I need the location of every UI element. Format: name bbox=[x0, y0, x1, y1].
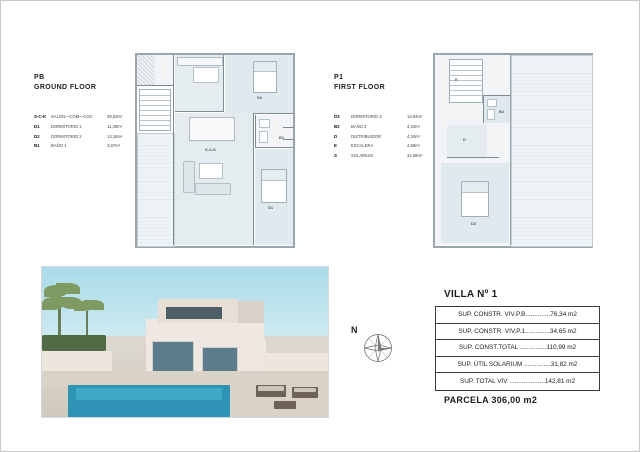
table-row: SUP. ÚTIL SOLARIUM ...............31,82 m2 bbox=[436, 357, 599, 374]
legend-name: SALÓN—COM—COC bbox=[51, 114, 93, 119]
table-row: SUP. CONSTR. VIV.P.1..............34,65 m2 bbox=[436, 324, 599, 341]
legend-row bbox=[34, 134, 134, 139]
plan-label-sck: S-C-K bbox=[205, 147, 217, 152]
table-row: SUP. CONSTR. VIV.P.B..............76,34 m2 bbox=[436, 307, 599, 324]
legend-name: ESCALERA bbox=[351, 143, 374, 149]
legend-code: S-C-K bbox=[34, 114, 47, 119]
villa-photo bbox=[41, 266, 329, 418]
legend-name: BAÑO 2 bbox=[351, 123, 367, 129]
legend-name: BAÑO 1 bbox=[51, 143, 67, 149]
legend-value: 13,94m² bbox=[407, 114, 423, 119]
table-row: SUP. TOTAL VIV ....................142,81 m2 bbox=[459, 378, 576, 386]
legend-name: SOLARIUM bbox=[351, 153, 373, 159]
table-row: SUP. CONST.TOTAL ...............110,99 m2 bbox=[436, 340, 599, 357]
first-floor-title: FIRST FLOOR bbox=[334, 84, 386, 92]
legend-value: 29,53m² bbox=[107, 114, 123, 119]
compass-north-label: N bbox=[351, 325, 358, 335]
plan-label-b1: B1 bbox=[279, 135, 285, 140]
compass bbox=[351, 319, 397, 371]
ground-floor-code: PB bbox=[34, 74, 45, 81]
legend-value: 11,39m² bbox=[107, 123, 123, 129]
legend-row bbox=[334, 124, 434, 129]
legend-value: 4,34m² bbox=[407, 123, 421, 129]
ground-floor-legend bbox=[34, 114, 134, 153]
legend-row bbox=[334, 153, 434, 158]
legend-name: DORMITORIO 2 bbox=[51, 133, 82, 139]
legend-name: DISTRIBUIDOR bbox=[351, 133, 382, 139]
legend-row bbox=[334, 114, 434, 119]
legend-value: 3,87m² bbox=[107, 143, 121, 149]
compass-rose-icon bbox=[363, 333, 393, 363]
legend-name: DORMITORIO 3 bbox=[351, 114, 382, 119]
first-floor-code: P1 bbox=[334, 74, 344, 81]
legend-row bbox=[34, 143, 134, 148]
legend-code: B1 bbox=[34, 143, 40, 149]
legend-code: B2 bbox=[334, 123, 340, 129]
legend-code: D1 bbox=[34, 123, 40, 129]
first-floor-heading bbox=[334, 73, 385, 93]
legend-code: D2 bbox=[34, 133, 40, 139]
plan-label-d1: D1 bbox=[268, 205, 274, 210]
legend-code: D3 bbox=[334, 114, 340, 119]
plan-label-d2: D2 bbox=[257, 95, 263, 100]
ground-floor-title: GROUND FLOOR bbox=[34, 84, 97, 92]
plan-label-e: E bbox=[455, 77, 458, 82]
first-floor-plan-drawing bbox=[433, 53, 593, 248]
legend-row bbox=[334, 134, 434, 139]
parcela-label: PARCELA 306,00 m2 bbox=[444, 395, 538, 405]
summary-title: VILLA Nº 1 bbox=[444, 289, 498, 300]
surface-summary-table bbox=[435, 306, 600, 391]
ground-floor-heading bbox=[34, 73, 96, 93]
legend-code: D bbox=[334, 133, 338, 139]
legend-row bbox=[34, 114, 134, 119]
legend-value: 4,98m² bbox=[407, 143, 421, 149]
legend-value: 13,18m² bbox=[107, 133, 123, 139]
legend-name: DORMITORIO 1 bbox=[51, 123, 82, 129]
plan-label-d: D bbox=[463, 137, 466, 142]
legend-code: S bbox=[334, 153, 337, 159]
first-floor-legend bbox=[334, 114, 434, 163]
legend-value: 32,58m² bbox=[407, 153, 423, 159]
ground-floor-plan-drawing bbox=[135, 53, 295, 248]
legend-value: 4,34m² bbox=[407, 133, 421, 139]
legend-code: E bbox=[334, 143, 337, 149]
plan-label-b2: B2 bbox=[499, 109, 505, 114]
legend-row bbox=[334, 143, 434, 148]
legend-row bbox=[34, 124, 134, 129]
plan-label-d3: D3 bbox=[471, 221, 477, 226]
